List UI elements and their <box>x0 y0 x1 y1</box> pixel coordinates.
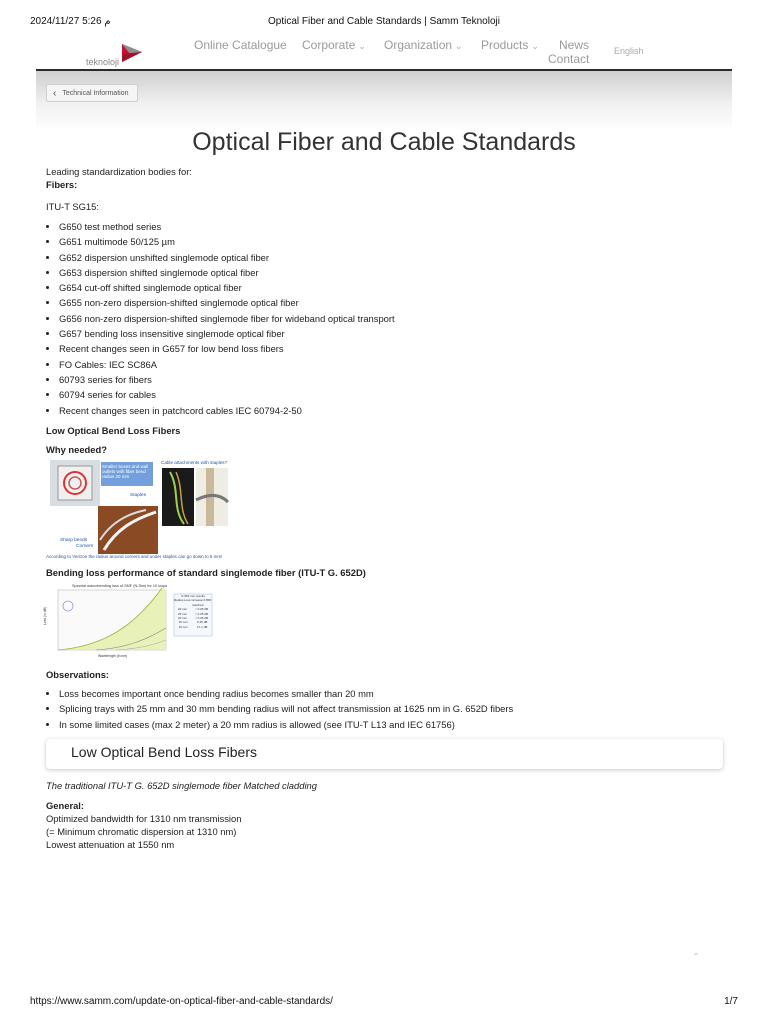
list-item: • 60794 series for cables <box>59 387 726 402</box>
nav-products[interactable] <box>481 38 539 52</box>
print-header <box>30 16 738 30</box>
list-item: • G650 test method series <box>59 219 726 234</box>
table-header: Loss increase 0.65D matched <box>183 598 212 607</box>
bend-loss-table <box>174 594 212 629</box>
list-item: • G653 dispersion shifted singlemode optical fiber <box>59 265 726 280</box>
table-cell: 15 mm <box>178 620 188 625</box>
table-cell: 25 mm <box>177 611 188 616</box>
list-item: • 60793 series for fibers <box>59 372 726 387</box>
article-body <box>46 165 726 456</box>
low-bend-heading: Low Optical Bend Loss Fibers <box>46 424 181 436</box>
chevron-down-icon: ⌄ <box>358 41 366 51</box>
list-item: • G654 cut-off shifted singlemode optical fiber <box>59 280 726 295</box>
label-corners: Corners <box>76 544 94 549</box>
observations-section <box>46 668 726 732</box>
standards-list <box>46 219 726 418</box>
list-item: • G655 non-zero dispersion-shifted singlemode optical fiber <box>59 295 726 310</box>
nav-news[interactable]: News <box>559 38 590 52</box>
accordion-title: Low Optical Bend Loss Fibers <box>71 744 257 760</box>
list-item: • Recent changes seen in patchcord cables IEC 60794-2-50 <box>59 403 726 418</box>
language-switcher[interactable]: English <box>614 46 644 56</box>
label-staples: Staples <box>130 493 146 498</box>
general-line: (= Minimum chromatic dispersion at 1310 nm) <box>46 826 237 837</box>
site-nav <box>36 34 732 70</box>
print-timestamp: م 5:26 2024/11/27 <box>30 16 111 27</box>
bending-loss-figure <box>43 584 216 664</box>
back-button-label: Technical Information <box>62 89 129 97</box>
chevron-down-icon: ⌄ <box>531 41 539 51</box>
page-number: 1/7 <box>724 996 738 1007</box>
itu-label: ITU-T SG15: <box>46 201 99 212</box>
why-needed-heading: Why needed? <box>46 443 107 455</box>
list-item: • Splicing trays with 25 mm and 30 mm bending radius will not affect transmission at 1625 nm in G. 652D fibers <box>59 701 726 716</box>
list-item: • Loss becomes important once bending radius becomes smaller than 20 mm <box>59 686 726 701</box>
chart-title: Spectral macrobending loss of SMF (N-Sim) for 10 loops <box>72 584 168 588</box>
nav-products-label: Products <box>481 38 529 52</box>
low-bend-loss-accordion[interactable] <box>46 739 723 769</box>
observations-list <box>46 686 726 732</box>
scroll-to-top-icon[interactable]: ⌃ <box>692 952 701 963</box>
list-item: • In some limited cases (max 2 meter) a 20 mm radius is allowed (see ITU-T L13 and IEC 61756) <box>59 717 726 732</box>
site-logo[interactable] <box>86 40 146 68</box>
callout-staples-question: Cable attachments with staples? <box>161 460 228 465</box>
list-item: • Recent changes seen in G657 for low bend loss fibers <box>59 341 726 356</box>
chevron-down-icon: ⌄ <box>455 41 463 51</box>
intro-text: Leading standardization bodies for: <box>46 166 192 177</box>
figure1-caption: According to Verizon the radius around corners and under staples can go down to 5 mm! <box>46 554 223 559</box>
chart-ylabel: Loss (in dB) <box>43 606 48 626</box>
footer-url: https://www.samm.com/update-on-optical-fiber-and-cable-standards/ <box>30 996 333 1007</box>
nav-corporate[interactable] <box>302 38 366 52</box>
nav-organization[interactable] <box>384 38 463 52</box>
nav-corporate-label: Corporate <box>302 38 356 52</box>
nav-contact[interactable]: Contact <box>548 52 590 66</box>
label-sharp-bends: Sharp bends <box>60 538 88 543</box>
nav-organization-label: Organization <box>384 38 453 52</box>
logo-text: teknoloji <box>86 57 120 67</box>
chart-xlabel: Wavelength (in nm) <box>98 654 128 658</box>
traditional-fiber-section <box>46 779 726 851</box>
list-item: • G657 bending loss insensitive singlemode optical fiber <box>59 326 726 341</box>
table-cell: 20 mm <box>177 616 188 621</box>
callout-boxes-text: Smaller boxes and wall outlets with fiber bend radius 20 mm <box>102 464 149 479</box>
print-page-title: Optical Fiber and Cable Standards | Samm Teknoloji <box>268 16 500 27</box>
bending-loss-heading: Bending loss performance of standard singlemode fiber (ITU-T G. 652D) <box>46 567 366 578</box>
table-cell: 17.1 dB <box>197 624 208 629</box>
list-item: • G652 dispersion unshifted singlemode optical fiber <box>59 250 726 265</box>
chevron-left-icon: ‹ <box>53 87 57 99</box>
observations-label: Observations: <box>46 669 110 680</box>
general-label: General: <box>46 800 85 811</box>
traditional-fiber-heading: The traditional ITU-T G. 652D singlemode fiber Matched cladding <box>46 780 317 791</box>
nav-online-catalogue[interactable]: Online Catalogue <box>194 38 287 52</box>
list-item: • G651 multimode 50/125 µm <box>59 234 726 249</box>
table-title: G.652 mm results <box>181 594 205 598</box>
table-header: Radius <box>174 598 184 603</box>
back-to-technical-information-button[interactable] <box>46 84 138 102</box>
table-cell: 20 mm <box>177 607 188 612</box>
general-line: Lowest attenuation at 1550 nm <box>46 839 175 850</box>
fibers-label: Fibers: <box>46 179 78 190</box>
hero-banner <box>36 71 732 131</box>
list-item: • FO Cables: IEC SC86A <box>59 357 726 372</box>
general-line: Optimized bandwidth for 1310 nm transmission <box>46 813 242 824</box>
table-row <box>174 625 212 629</box>
list-item: • G656 non-zero dispersion-shifted singlemode fiber for wideband optical transport <box>59 311 726 326</box>
table-cell: 10 mm <box>178 624 188 629</box>
table-cell: < 0.05 dB <box>195 611 209 616</box>
table-cell: < 0.05 dB <box>195 607 209 612</box>
table-header-row <box>174 598 212 607</box>
bend-examples-figure <box>46 460 246 564</box>
table-cell: 0.45 dB <box>197 620 208 625</box>
table-cell: < 0.05 dB <box>195 616 209 621</box>
print-footer <box>30 996 738 1007</box>
page-title: Optical Fiber and Cable Standards <box>192 128 576 156</box>
